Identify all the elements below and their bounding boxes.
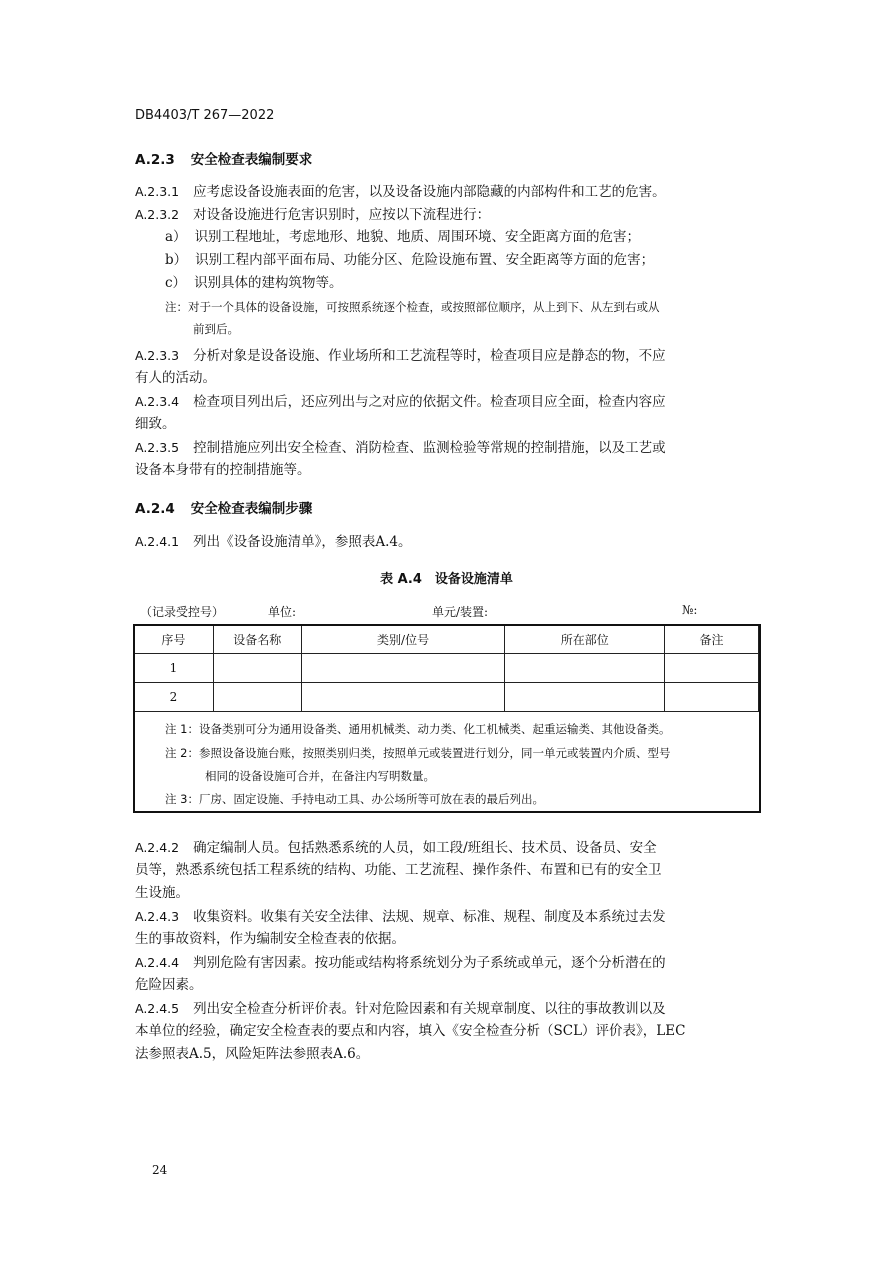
table-meta-record: （记录受控号） bbox=[140, 605, 225, 619]
note-line: 参照设备设施台账，按照类别归类，按照单元或装置进行划分，同一单元或装置内介质、型号 bbox=[198, 746, 671, 760]
clause-a234-line2: 细致。 bbox=[135, 416, 176, 432]
table-meta-no: №: bbox=[682, 603, 698, 617]
note-label: 注 1： bbox=[165, 722, 199, 736]
note-label: 注： bbox=[165, 300, 188, 314]
clause-a244 bbox=[135, 951, 666, 975]
table-note bbox=[135, 719, 755, 739]
clause-a245 bbox=[135, 997, 666, 1021]
clause-number: A.2.4.1 bbox=[135, 534, 180, 549]
document-header: DB4403/T 267—2022 bbox=[135, 108, 275, 123]
list-text: 识别工程地址，考虑地形、地貌、地质、周围环境、安全距离方面的危害； bbox=[194, 229, 641, 245]
clause-a243-line2: 生的事故资料，作为编制安全检查表的依据。 bbox=[135, 931, 405, 947]
clause-a242-line2: 员等，熟悉系统包括工程系统的结构、功能、工艺流程、操作条件、布置和已有的安全卫 bbox=[135, 862, 662, 878]
section-title: 安全检查表编制要求 bbox=[190, 152, 313, 168]
clause-number: A.2.4.5 bbox=[135, 1001, 180, 1016]
section-heading-a24 bbox=[135, 497, 312, 517]
section-number: A.2.3 bbox=[135, 152, 175, 168]
clause-text: 检查项目列出后，还应列出与之对应的依据文件。检查项目应全面，检查内容应 bbox=[193, 394, 666, 410]
clause-text: 确定编制人员。包括熟悉系统的人员，如工段/班组长、技术员、设备员、安全 bbox=[193, 840, 657, 856]
note-line: 厂房、固定设施、手持电动工具、办公场所等可放在表的最后列出。 bbox=[198, 792, 544, 806]
clause-a245-line3: 法参照表A.5，风险矩阵法参照表A.6。 bbox=[135, 1046, 370, 1062]
list-marker: b） bbox=[165, 252, 188, 268]
clause-text: 控制措施应列出安全检查、消防检查、监测检验等常规的控制措施，以及工艺或 bbox=[193, 440, 666, 456]
page-number: 24 bbox=[152, 1163, 168, 1177]
list-item bbox=[165, 272, 343, 295]
clause-number: A.2.3.2 bbox=[135, 207, 180, 222]
note-a232 bbox=[165, 297, 660, 317]
section-title: 安全检查表编制步骤 bbox=[190, 501, 313, 517]
clause-a245-line2: 本单位的经验，确定安全检查表的要点和内容，填入《安全检查分析（SCL）评价表》，LEC bbox=[135, 1023, 686, 1039]
clause-a243 bbox=[135, 905, 666, 929]
note-line: 对于一个具体的设备设施，可按照系统逐个检查，或按照部位顺序，从上到下、从左到右或从 bbox=[188, 300, 660, 314]
clause-number: A.2.4.4 bbox=[135, 955, 180, 970]
clause-number: A.2.4.2 bbox=[135, 840, 180, 855]
table-header-cell: 类别/位号 bbox=[301, 625, 505, 654]
clause-a235 bbox=[135, 436, 666, 460]
table-notes bbox=[135, 712, 755, 809]
clause-a242 bbox=[135, 836, 657, 860]
table-cell: 2 bbox=[134, 683, 214, 712]
clause-text: 对设备设施进行危害识别时，应按以下流程进行： bbox=[193, 207, 491, 223]
list-marker: a） bbox=[165, 229, 187, 245]
section-heading-a23 bbox=[135, 148, 312, 168]
clause-a232 bbox=[135, 203, 490, 227]
table-header-cell: 设备名称 bbox=[213, 625, 301, 654]
clause-number: A.2.3.3 bbox=[135, 348, 180, 363]
table-meta-unit: 单位: bbox=[268, 605, 297, 619]
note-label: 注 2： bbox=[165, 746, 199, 760]
clause-a233-line2: 有人的活动。 bbox=[135, 370, 216, 386]
list-marker: c） bbox=[165, 275, 187, 291]
note-line: 设备类别可分为通用设备类、通用机械类、动力类、化工机械类、起重运输类、其他设备类。 bbox=[198, 722, 671, 736]
list-text: 识别具体的建构筑物等。 bbox=[194, 275, 343, 291]
clause-number: A.2.3.1 bbox=[135, 184, 180, 199]
table-cell: 1 bbox=[134, 654, 214, 683]
list-text: 识别工程内部平面布局、功能分区、危险设施布置、安全距离等方面的危害； bbox=[195, 252, 655, 268]
clause-number: A.2.3.4 bbox=[135, 394, 180, 409]
clause-text: 判别危险有害因素。按功能或结构将系统划分为子系统或单元，逐个分析潜在的 bbox=[193, 955, 666, 971]
list-item bbox=[165, 249, 654, 272]
clause-text: 分析对象是设备设施、作业场所和工艺流程等时，检查项目应是静态的物，不应 bbox=[193, 348, 666, 364]
table-note-continued: 相同的设备设施可合并，在备注内写明数量。 bbox=[205, 769, 435, 783]
table-note bbox=[135, 789, 755, 809]
table-header-cell: 备注 bbox=[665, 625, 759, 654]
table-header-cell: 所在部位 bbox=[505, 625, 665, 654]
clause-a231 bbox=[135, 180, 666, 204]
clause-text: 应考虑设备设施表面的危害，以及设备设施内部隐藏的内部构件和工艺的危害。 bbox=[193, 184, 666, 200]
clause-a241 bbox=[135, 530, 412, 554]
clause-a242-line3: 生设施。 bbox=[135, 885, 189, 901]
clause-text: 列出安全检查分析评价表。针对危险因素和有关规章制度、以往的事故教训以及 bbox=[193, 1001, 666, 1017]
clause-a233 bbox=[135, 344, 666, 368]
section-number: A.2.4 bbox=[135, 501, 175, 517]
table-caption: 表 A.4 设备设施清单 bbox=[380, 572, 513, 587]
clause-number: A.2.4.3 bbox=[135, 909, 180, 924]
clause-a235-line2: 设备本身带有的控制措施等。 bbox=[135, 462, 311, 478]
note-a232-continued: 前到后。 bbox=[193, 322, 239, 336]
table-meta-device: 单元/装置: bbox=[432, 605, 489, 619]
clause-number: A.2.3.5 bbox=[135, 440, 180, 455]
clause-a234 bbox=[135, 390, 666, 414]
clause-text: 列出《设备设施清单》，参照表A.4。 bbox=[193, 534, 412, 550]
clause-a244-line2: 危险因素。 bbox=[135, 977, 203, 993]
clause-text: 收集资料。收集有关安全法律、法规、规章、标准、规程、制度及本系统过去发 bbox=[193, 909, 666, 925]
table-header-cell: 序号 bbox=[134, 625, 214, 654]
list-item bbox=[165, 226, 640, 249]
note-label: 注 3： bbox=[165, 792, 199, 806]
table-note bbox=[135, 743, 755, 763]
